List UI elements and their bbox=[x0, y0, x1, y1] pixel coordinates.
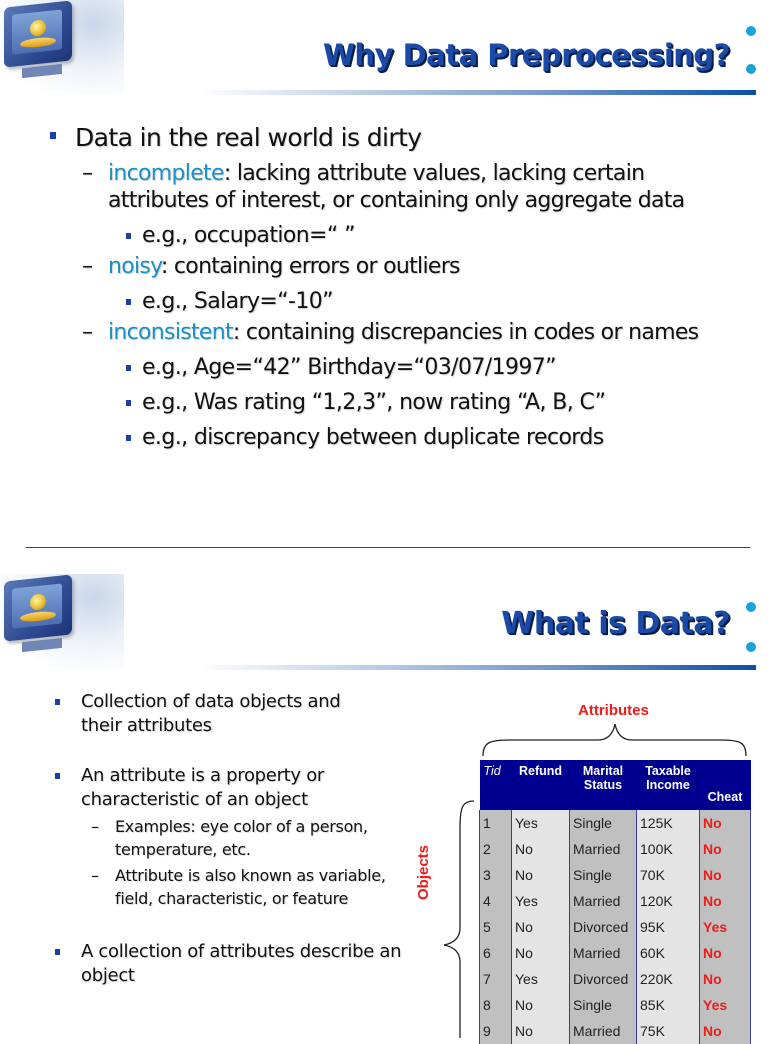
cell-tid: 6 bbox=[480, 940, 512, 966]
sub-item-text: : lacking attribute values, lacking certain attributes of interest, or containing only aggregate data bbox=[108, 161, 685, 213]
bullet-item bbox=[46, 122, 748, 154]
cell-taxable-income: 75K bbox=[637, 1018, 700, 1044]
column-header: Taxable Income bbox=[637, 760, 700, 810]
slide-divider bbox=[26, 547, 750, 548]
column-header: Cheat bbox=[700, 760, 751, 810]
table-row bbox=[480, 940, 751, 966]
cell-taxable-income: 125K bbox=[637, 810, 700, 836]
dash-icon: – bbox=[91, 817, 99, 836]
bullet-text: Collection of data objects and their attributes bbox=[81, 691, 341, 736]
data-table bbox=[479, 760, 751, 1044]
square-bullet-icon bbox=[126, 233, 131, 239]
cell-refund: No bbox=[512, 940, 570, 966]
cell-cheat: No bbox=[700, 862, 751, 888]
cell-cheat: Yes bbox=[700, 914, 751, 940]
cell-refund: No bbox=[512, 862, 570, 888]
sub-bullet-text: Attribute is also known as variable, field, characteristic, or feature bbox=[115, 866, 386, 908]
title-underline bbox=[196, 665, 756, 670]
table-row bbox=[480, 992, 751, 1018]
cell-taxable-income: 120K bbox=[637, 888, 700, 914]
cell-refund: No bbox=[512, 914, 570, 940]
example-text: e.g., Salary=“-10” bbox=[142, 289, 333, 314]
cell-taxable-income: 100K bbox=[637, 836, 700, 862]
cell-marital-status: Married bbox=[570, 836, 637, 862]
cell-refund: Yes bbox=[512, 810, 570, 836]
example-item bbox=[46, 389, 748, 416]
cell-taxable-income: 85K bbox=[637, 992, 700, 1018]
example-text: e.g., Age=“42” Birthday=“03/07/1997” bbox=[142, 355, 556, 380]
keyword: inconsistent bbox=[108, 320, 233, 345]
slide-what-is-data bbox=[0, 570, 768, 1039]
cell-cheat: No bbox=[700, 966, 751, 992]
keyword: incomplete bbox=[108, 161, 224, 186]
cell-tid: 3 bbox=[480, 862, 512, 888]
table-row bbox=[480, 888, 751, 914]
bullet-item bbox=[54, 940, 411, 988]
slide-title: What is Data? bbox=[501, 606, 730, 641]
cell-marital-status: Single bbox=[570, 810, 637, 836]
sub-item-noisy bbox=[46, 253, 748, 280]
bullet-text: An attribute is a property or characteristic of an object bbox=[81, 765, 325, 810]
bullet-list bbox=[46, 122, 748, 451]
column-header: Tid bbox=[480, 760, 512, 810]
dash-icon: – bbox=[82, 161, 93, 186]
sub-item-text: : containing discrepancies in codes or names bbox=[232, 320, 699, 345]
example-item bbox=[46, 288, 748, 315]
cell-refund: No bbox=[512, 992, 570, 1018]
dash-icon: – bbox=[82, 254, 93, 279]
computer-monitor-logo-icon bbox=[0, 574, 124, 668]
cell-taxable-income: 95K bbox=[637, 914, 700, 940]
example-item bbox=[46, 424, 748, 451]
cell-marital-status: Married bbox=[570, 1018, 637, 1044]
table-row bbox=[480, 1018, 751, 1044]
square-bullet-icon bbox=[55, 699, 60, 705]
accent-dot-icon bbox=[746, 64, 756, 74]
cell-tid: 2 bbox=[480, 836, 512, 862]
accent-dot-icon bbox=[746, 642, 756, 652]
square-bullet-icon bbox=[126, 365, 131, 371]
sub-item-incomplete bbox=[46, 160, 748, 214]
cell-tid: 4 bbox=[480, 888, 512, 914]
table-row bbox=[480, 836, 751, 862]
bullet-text: Data in the real world is dirty bbox=[75, 123, 422, 152]
table-row bbox=[480, 862, 751, 888]
sub-item-inconsistent bbox=[46, 319, 748, 346]
cell-refund: No bbox=[512, 836, 570, 862]
table-row bbox=[480, 914, 751, 940]
table-header-row bbox=[480, 760, 751, 810]
cell-tid: 5 bbox=[480, 914, 512, 940]
bullet-item bbox=[54, 764, 381, 812]
objects-brace-icon bbox=[438, 798, 478, 1038]
keyword: noisy bbox=[108, 254, 161, 279]
sub-bullet-item bbox=[54, 864, 405, 910]
objects-label: Objects bbox=[415, 844, 432, 900]
sub-bullet-item bbox=[54, 815, 405, 861]
example-text: e.g., occupation=“ ” bbox=[142, 223, 355, 248]
sub-bullet-text: Examples: eye color of a person, temperature, etc. bbox=[115, 817, 368, 859]
accent-dot-icon bbox=[746, 26, 756, 36]
cell-taxable-income: 220K bbox=[637, 966, 700, 992]
example-item bbox=[46, 222, 748, 249]
bullet-list bbox=[54, 690, 414, 988]
square-bullet-icon bbox=[50, 132, 56, 139]
square-bullet-icon bbox=[126, 435, 131, 441]
cell-tid: 9 bbox=[480, 1018, 512, 1044]
cell-tid: 1 bbox=[480, 810, 512, 836]
cell-taxable-income: 70K bbox=[637, 862, 700, 888]
table-row bbox=[480, 966, 751, 992]
cell-cheat: No bbox=[700, 810, 751, 836]
cell-taxable-income: 60K bbox=[637, 940, 700, 966]
cell-cheat: No bbox=[700, 888, 751, 914]
square-bullet-icon bbox=[126, 400, 131, 406]
square-bullet-icon bbox=[126, 299, 131, 305]
example-item bbox=[46, 354, 748, 381]
cell-marital-status: Married bbox=[570, 888, 637, 914]
dash-icon: – bbox=[82, 320, 93, 345]
cell-tid: 8 bbox=[480, 992, 512, 1018]
cell-marital-status: Single bbox=[570, 862, 637, 888]
cell-cheat: No bbox=[700, 940, 751, 966]
cell-refund: Yes bbox=[512, 888, 570, 914]
cell-tid: 7 bbox=[480, 966, 512, 992]
cell-cheat: Yes bbox=[700, 992, 751, 1018]
computer-monitor-logo-icon bbox=[0, 0, 124, 94]
cell-cheat: No bbox=[700, 836, 751, 862]
example-text: e.g., Was rating “1,2,3”, now rating “A, B, C” bbox=[142, 390, 606, 415]
square-bullet-icon bbox=[55, 773, 60, 779]
cell-refund: Yes bbox=[512, 966, 570, 992]
bullet-item bbox=[54, 690, 381, 738]
dash-icon: – bbox=[91, 866, 99, 885]
cell-cheat: No bbox=[700, 1018, 751, 1044]
cell-marital-status: Single bbox=[570, 992, 637, 1018]
slide-title: Why Data Preprocessing? bbox=[322, 38, 730, 72]
title-underline bbox=[196, 90, 756, 95]
cell-marital-status: Divorced bbox=[570, 914, 637, 940]
sub-item-text: : containing errors or outliers bbox=[160, 254, 460, 279]
column-header: Marital Status bbox=[570, 760, 637, 810]
bullet-text: A collection of attributes describe an object bbox=[81, 941, 402, 986]
accent-dot-icon bbox=[746, 602, 756, 612]
square-bullet-icon bbox=[55, 949, 60, 955]
example-text: e.g., discrepancy between duplicate records bbox=[142, 425, 604, 450]
column-header: Refund bbox=[512, 760, 570, 810]
table-row bbox=[480, 810, 751, 836]
cell-marital-status: Divorced bbox=[570, 966, 637, 992]
attributes-brace-icon bbox=[480, 720, 750, 760]
cell-marital-status: Married bbox=[570, 940, 637, 966]
cell-refund: No bbox=[512, 1018, 570, 1044]
attributes-label: Attributes bbox=[578, 702, 649, 719]
